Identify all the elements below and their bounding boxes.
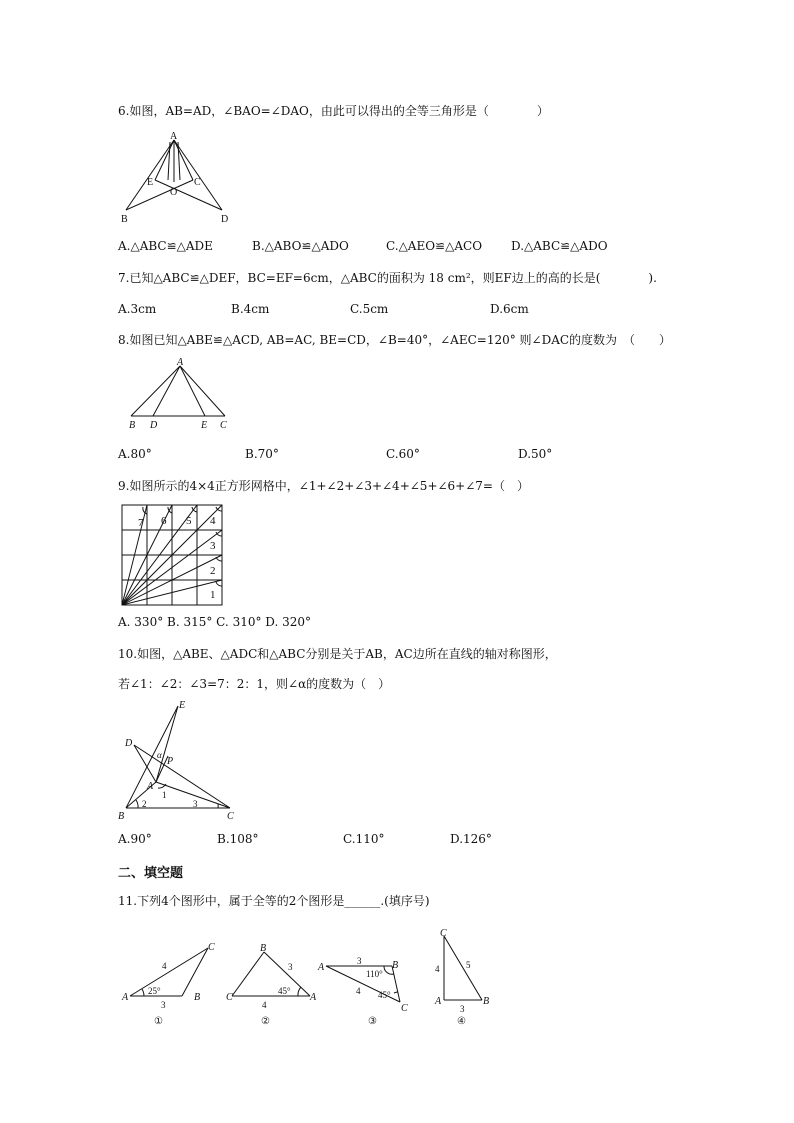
q8-option-b: B.70° <box>245 447 279 461</box>
q10-option-b: B.108° <box>217 832 259 846</box>
q8-option-d: D.50° <box>518 447 553 461</box>
q9-angle-4: 4 <box>210 515 216 527</box>
fig4-side-ca: 4 <box>435 964 440 974</box>
section-heading-fill-blank: 二、填空题 <box>118 866 184 881</box>
fig3-angle-c: 45° <box>378 990 391 1000</box>
fig3-label-c: C <box>401 1003 408 1014</box>
fig4-side-ab: 3 <box>460 1004 465 1014</box>
q8-label-a: A <box>177 357 184 368</box>
q11-figure-2 <box>226 940 321 1030</box>
q8-label-b: B <box>129 420 136 431</box>
q9-angle-7: 7 <box>138 517 144 529</box>
q8-option-a: A.80° <box>118 447 152 461</box>
q9-text: 9.如图所示的4×4正方形网格中，∠1+∠2+∠3+∠4+∠5+∠6+∠7=（ ） <box>118 479 529 493</box>
fig3-side-ab: 3 <box>357 956 362 966</box>
q6-label-b: B <box>121 214 128 225</box>
q10-angle-1: 1 <box>162 790 167 800</box>
q10-text-line2: 若∠1：∠2：∠3=7：2：1，则∠α的度数为（ ） <box>118 677 391 691</box>
q9-angle-2: 2 <box>210 565 216 577</box>
q10-option-d: D.126° <box>450 832 492 846</box>
q6-option-a: A.△ABC≌△ADE <box>118 239 213 253</box>
q6-label-c: C <box>194 177 201 188</box>
fig3-caption: ③ <box>368 1016 377 1027</box>
fig1-side-ab: 3 <box>161 1000 166 1010</box>
fig4-side-cb: 5 <box>466 960 471 970</box>
q9-options: A. 330° B. 315° C. 310° D. 320° <box>118 615 312 629</box>
fig3-label-b: B <box>392 960 399 971</box>
q10-text-line1: 10.如图，△ABE、△ADC和△ABC分别是关于AB，AC边所在直线的轴对称图形， <box>118 647 557 661</box>
fig4-label-b: B <box>483 996 490 1007</box>
fig1-side-ac: 4 <box>162 961 167 971</box>
fig1-caption: ① <box>154 1016 163 1027</box>
q10-label-a: A <box>147 781 154 792</box>
q11-figure-3 <box>318 940 418 1030</box>
fig1-label-a: A <box>122 992 129 1003</box>
fig2-angle-a: 45° <box>278 986 291 996</box>
q10-label-b: B <box>118 811 125 822</box>
q8-label-d: D <box>150 420 158 431</box>
q10-option-a: A.90° <box>118 832 152 846</box>
q7-option-c: C.5cm <box>350 302 389 316</box>
q11-text: 11.下列4个图形中，属于全等的2个图形是______.(填序号) <box>118 894 430 908</box>
q8-figure <box>125 356 235 431</box>
q9-angle-1: 1 <box>210 589 216 601</box>
fig1-angle-a: 25° <box>148 986 161 996</box>
fig2-side-ba: 3 <box>288 962 293 972</box>
q10-option-c: C.110° <box>343 832 385 846</box>
q6-label-a: A <box>170 131 178 142</box>
fig3-angle-b: 110° <box>366 969 383 979</box>
fig2-label-b: B <box>260 943 267 954</box>
q6-option-d: D.△ABC≌△ADO <box>511 239 608 253</box>
fig4-caption: ④ <box>457 1016 466 1027</box>
q6-option-c: C.△AEO≌△ACO <box>386 239 483 253</box>
fig3-label-a: A <box>318 962 325 973</box>
q10-figure <box>118 698 243 820</box>
q9-angle-6: 6 <box>161 515 167 527</box>
q6-text: 6.如图，AB=AD，∠BAO=∠DAO，由此可以得出的全等三角形是（ ） <box>118 104 549 118</box>
fig2-caption: ② <box>261 1016 270 1027</box>
fig3-side-ac: 4 <box>356 986 361 996</box>
q8-label-c: C <box>220 420 227 431</box>
fig2-label-a: A <box>310 992 317 1003</box>
q10-label-alpha: α <box>157 750 162 760</box>
q6-label-d: D <box>221 214 229 225</box>
fig2-label-c: C <box>226 992 233 1003</box>
q11-figure-1 <box>120 940 220 1030</box>
q7-option-a: A.3cm <box>118 302 157 316</box>
q9-angle-5: 5 <box>186 515 192 527</box>
q7-text: 7.已知△ABC≌△DEF，BC=EF=6cm，△ABC的面积为 18 cm²，则EF边上的高的长是( ). <box>118 271 657 285</box>
fig4-label-a: A <box>435 996 442 1007</box>
q10-angle-2: 2 <box>142 799 147 809</box>
q10-label-e: E <box>179 700 186 711</box>
q7-option-d: D.6cm <box>490 302 529 316</box>
q6-label-e: E <box>147 177 154 188</box>
q6-figure <box>118 130 238 225</box>
q7-option-b: B.4cm <box>231 302 270 316</box>
q8-text: 8.如图已知△ABE≌△ACD, AB=AC, BE=CD，∠B=40°，∠AEC=120° 则∠DAC的度数为 （ ） <box>118 333 672 347</box>
q10-label-c: C <box>227 811 234 822</box>
fig4-label-c: C <box>440 928 447 939</box>
fig2-side-ca: 4 <box>262 1000 267 1010</box>
q11-figure-4 <box>430 928 500 1030</box>
q8-label-e: E <box>201 420 208 431</box>
fig1-label-b: B <box>194 992 201 1003</box>
q9-figure <box>120 503 224 607</box>
q9-angle-3: 3 <box>210 540 216 552</box>
q8-option-c: C.60° <box>386 447 420 461</box>
fig1-label-c: C <box>208 942 215 953</box>
q6-label-o: O <box>170 187 178 198</box>
q6-option-b: B.△ABO≌△ADO <box>252 239 349 253</box>
q10-angle-3: 3 <box>193 799 198 809</box>
q10-label-d: D <box>125 738 133 749</box>
q10-label-p: P <box>167 756 174 767</box>
